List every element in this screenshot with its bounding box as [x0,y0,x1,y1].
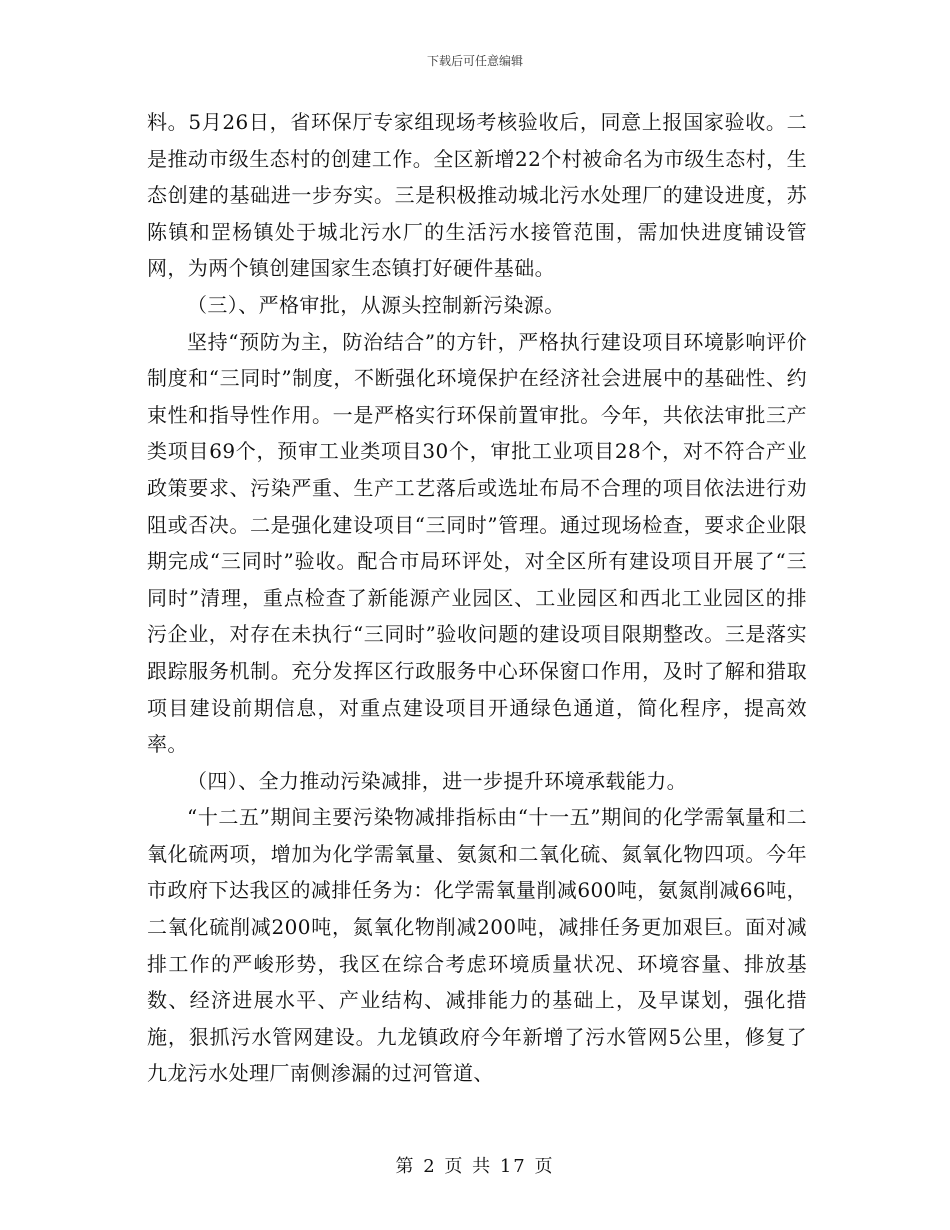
paragraph-continuation: 料。5月26日，省环保厅专家组现场考核验收后，同意上报国家验收。二是推动市级生态村的创建工作。全区新增22个村被命名为市级生态村，生态创建的基础进一步夯实。三是积极推动城北污水处理厂的建设进度，苏陈镇和罡杨镇处于城北污水厂的生活污水接管范围，需加快进度铺设管网，为两个镇创建国家生态镇打好硬件基础。 [147,110,807,281]
paragraph-emission-reduction: “十二五”期间主要污染物减排指标由“十一五”期间的化学需氧量和二氧化硫两项，增加为化学需氧量、氨氮和二氧化硫、氮氧化物四项。今年市政府下达我区的减排任务为：化学需氧量削减600吨，氨氮削减66吨，二氧化硫削减200吨，氮氧化物削减200吨，减排任务更加艰巨。面对减排工作的严峻形势，我区在综合考虑环境质量状况、环境容量、排放基数、经济进展水平、产业结构、减排能力的基础上，及早谋划，强化措施，狠抓污水管网建设。九龙镇政府今年新增了污水管网5公里，修复了九龙污水处理厂南侧渗漏的过河管道、 [147,805,807,1086]
document-body [147,104,807,1092]
page-footer: 第 2 页 共 17 页 [395,1156,555,1177]
page-header: 下载后可任意编辑 [426,54,523,68]
paragraph-approval: 坚持“预防为主，防治结合”的方针，严格执行建设项目环境影响评价制度和“三同时”制度，不断强化环境保护在经济社会进展中的基础性、约束性和指导性作用。一是严格实行环保前置审批。今年，共依法审批三产类项目69个，预审工业类项目30个，审批工业项目28个，对不符合产业政策要求、污染严重、生产工艺落后或选址布局不合理的项目依法进行劝阻或否决。二是强化建设项目“三同时”管理。通过现场检查，要求企业限期完成“三同时”验收。配合市局环评处，对全区所有建设项目开展了“三同时”清理，重点检查了新能源产业园区、工业园区和西北工业园区的排污企业，对存在未执行“三同时”验收问题的建设项目限期整改。三是落实跟踪服务机制。充分发挥区行政服务中心环保窗口作用，及时了解和猎取项目建设前期信息，对重点建设项目开通绿色通道，简化程序，提高效率。 [147,329,807,757]
section-heading-3: （三）、严格审批，从源头控制新污染源。 [187,292,565,317]
section-heading-4: （四）、全力推动污染减排，进一步提升环境承载能力。 [187,768,687,793]
